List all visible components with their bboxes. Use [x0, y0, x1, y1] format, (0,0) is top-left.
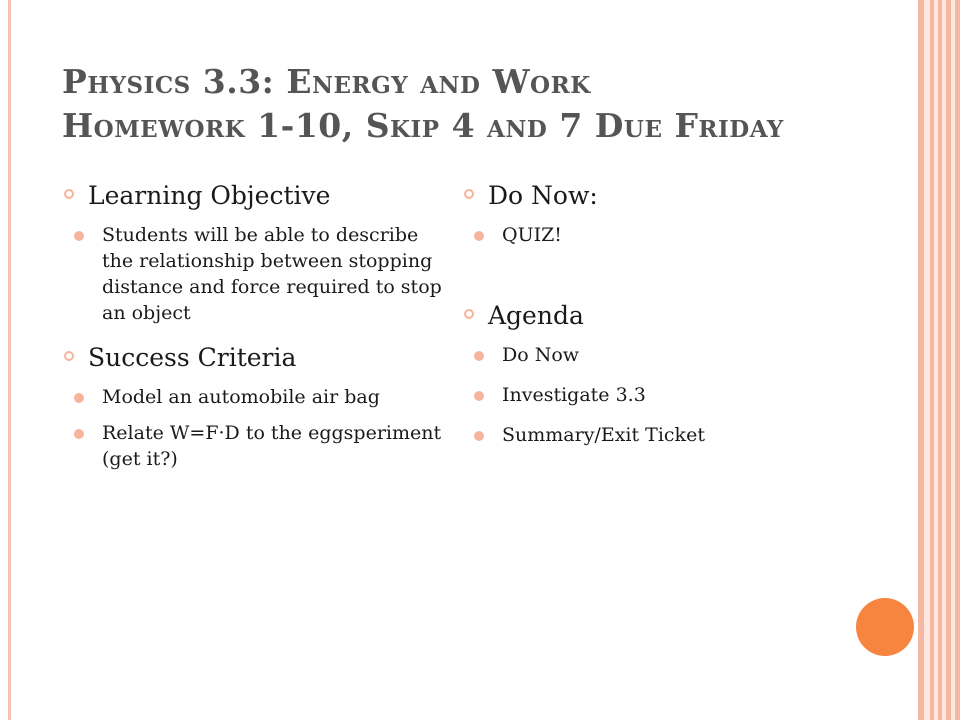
list-item-text: Do Now: [502, 344, 580, 366]
ring-bullet-icon: [64, 189, 74, 199]
dot-bullet-icon: [74, 429, 84, 439]
left-column: [64, 180, 444, 472]
list-item: [64, 222, 444, 326]
list-item-text: Summary/Exit Ticket: [502, 424, 705, 446]
list-item-text: Model an automobile air bag: [102, 386, 380, 408]
right-stripe: [946, 0, 951, 720]
list-item: [64, 384, 444, 410]
dot-bullet-icon: [474, 351, 484, 361]
right-stripe: [918, 0, 924, 720]
list-item: [464, 222, 904, 248]
list-item: [464, 382, 904, 408]
ring-bullet-icon: [464, 309, 474, 319]
title-line-1: Physics 3.3: Energy and Work: [62, 62, 591, 101]
success-criteria-list: [64, 384, 444, 472]
list-item-text: Investigate 3.3: [502, 384, 646, 406]
right-stripe: [938, 0, 942, 720]
right-stripe: [930, 0, 934, 720]
list-item-text: Relate W=F·D to the eggsperiment (get it?): [102, 422, 442, 470]
list-item-text: Students will be able to describe the relationship between stopping distance and force required to stop an object: [102, 224, 442, 324]
decorative-circle: [856, 598, 914, 656]
list-item: [64, 420, 444, 472]
left-accent-rule: [8, 0, 11, 720]
learning-objective-list: [64, 222, 444, 326]
heading-text: Success Criteria: [88, 343, 297, 372]
title-line-2: Homework 1-10, Skip 4 and 7 Due Friday: [62, 106, 784, 145]
section-heading-learning-objective: [64, 180, 444, 212]
do-now-list: [464, 222, 904, 248]
dot-bullet-icon: [474, 231, 484, 241]
dot-bullet-icon: [74, 393, 84, 403]
section-heading-success-criteria: [64, 342, 444, 374]
heading-text: Do Now:: [488, 181, 598, 210]
ring-bullet-icon: [64, 351, 74, 361]
list-item: [464, 342, 904, 368]
list-item: [464, 422, 904, 448]
dot-bullet-icon: [74, 231, 84, 241]
slide-title: [62, 60, 902, 148]
heading-text: Agenda: [488, 301, 584, 330]
right-column: [464, 180, 904, 448]
section-heading-agenda: [464, 300, 904, 332]
list-item-text: QUIZ!: [502, 224, 562, 246]
right-stripe: [955, 0, 960, 720]
dot-bullet-icon: [474, 391, 484, 401]
ring-bullet-icon: [464, 189, 474, 199]
dot-bullet-icon: [474, 431, 484, 441]
section-heading-do-now: [464, 180, 904, 212]
heading-text: Learning Objective: [88, 181, 331, 210]
agenda-list: [464, 342, 904, 448]
